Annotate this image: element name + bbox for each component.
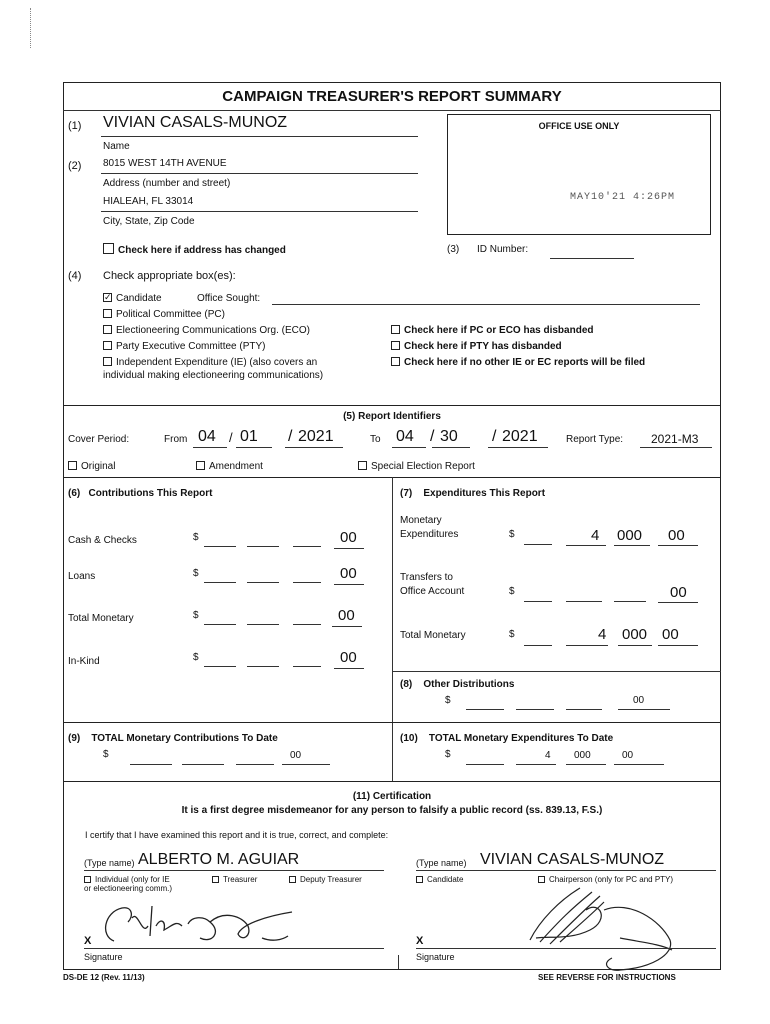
inkind-cents: 00	[340, 649, 357, 666]
no-other-reports-checkbox[interactable]	[391, 357, 645, 368]
x-mark: X	[416, 935, 424, 947]
transfers-label-2: Office Account	[400, 586, 465, 597]
checkbox-icon[interactable]	[391, 341, 400, 350]
total-units: 000	[622, 626, 648, 643]
monetary-label-1: Monetary	[400, 515, 442, 526]
instructions-note: SEE REVERSE FOR INSTRUCTIONS	[538, 973, 676, 982]
exp-total-label: Total Monetary	[400, 630, 466, 641]
amount-blank[interactable]	[466, 764, 504, 765]
chairperson-label: Chairperson (only for PC and PTY)	[549, 875, 674, 884]
cents-line	[658, 645, 698, 646]
address-line	[101, 173, 418, 174]
amount-blank[interactable]	[293, 582, 321, 583]
total-monetary-label: Total Monetary	[68, 613, 134, 624]
amount-blank[interactable]	[524, 601, 552, 602]
treasurer-name: ALBERTO M. AGUIAR	[138, 851, 300, 868]
office-sought-label: Office Sought:	[197, 293, 261, 304]
ie-checkbox[interactable]	[103, 357, 317, 368]
amount-blank[interactable]	[247, 546, 279, 547]
dollar-sign: $	[193, 532, 199, 543]
address-label: Address (number and street)	[103, 178, 231, 189]
column-divider	[392, 477, 393, 781]
pty-disbanded-label: Check here if PTY has disbanded	[404, 341, 562, 352]
signature-label: Signature	[84, 952, 123, 962]
cents-line	[334, 584, 364, 585]
x-mark: X	[84, 935, 92, 947]
checkbox-icon[interactable]	[391, 325, 400, 334]
eco-label: Electioneering Communications Org. (ECO)	[116, 325, 310, 336]
cents-line	[658, 602, 698, 603]
pc-eco-disbanded-label: Check here if PC or ECO has disbanded	[404, 325, 594, 336]
special-election-checkbox[interactable]	[358, 461, 475, 472]
cents-line	[334, 668, 364, 669]
to-month: 04	[396, 428, 414, 445]
amount-blank[interactable]	[204, 582, 236, 583]
amount-blank[interactable]	[204, 666, 236, 667]
divider	[63, 110, 721, 111]
id-number-num: (3)	[447, 244, 460, 255]
candidate-label: Candidate	[116, 293, 162, 304]
dollar-sign: $	[445, 695, 451, 706]
thousands-line	[566, 545, 606, 546]
candidate-name-line	[416, 870, 716, 871]
dollar-sign: $	[193, 568, 199, 579]
ie-label: Independent Expenditure (IE) (also covers an	[116, 357, 318, 368]
amount-blank[interactable]	[247, 624, 279, 625]
monetary-cents: 00	[668, 527, 685, 544]
form-number: DS-DE 12 (Rev. 11/13)	[63, 973, 145, 982]
cents-line	[282, 764, 330, 765]
pty-disbanded-checkbox[interactable]	[391, 341, 562, 352]
checkbox-icon[interactable]	[103, 325, 112, 334]
to-month-line	[392, 447, 426, 448]
to-year-line	[488, 447, 548, 448]
monetary-units: 000	[617, 527, 643, 544]
amendment-label: Amendment	[209, 461, 263, 472]
amount-blank[interactable]	[130, 764, 172, 765]
candidate-cert-label: Candidate	[427, 875, 464, 884]
type-name-label: (Type name)	[416, 858, 467, 868]
amount-blank[interactable]	[516, 709, 554, 710]
candidate-signature-line[interactable]	[416, 948, 716, 949]
checkbox-icon[interactable]	[358, 461, 367, 470]
office-use-title: OFFICE USE ONLY	[538, 121, 620, 131]
candidate-cert-checkbox[interactable]	[416, 875, 463, 884]
monetary-label-2: Expenditures	[400, 529, 459, 540]
units-line	[566, 764, 606, 765]
pty-label: Party Executive Committee (PTY)	[116, 341, 266, 352]
individual-label-2: or electioneering comm.)	[84, 884, 173, 893]
amount-blank[interactable]	[293, 546, 321, 547]
individual-checkbox[interactable]	[84, 875, 170, 884]
checkbox-icon[interactable]	[68, 461, 77, 470]
cents-line	[332, 626, 362, 627]
amount-blank[interactable]	[524, 544, 552, 545]
total-exp-cents: 00	[622, 750, 634, 761]
cents-line	[614, 764, 664, 765]
item-number: (4)	[68, 270, 82, 282]
check-boxes-label: Check appropriate box(es):	[103, 270, 236, 282]
contributions-heading: (6) Contributions This Report	[68, 488, 213, 499]
dollar-sign: $	[193, 652, 199, 663]
other-distributions-heading: (8) Other Distributions	[400, 679, 515, 690]
other-distributions-cents: 00	[633, 695, 645, 706]
from-month-line	[193, 447, 227, 448]
cents-line	[334, 548, 364, 549]
loans-label: Loans	[68, 571, 96, 582]
dollar-sign: $	[509, 629, 515, 640]
certification-statement: I certify that I have examined this report and it is true, correct, and complete:	[85, 830, 389, 840]
from-day: 01	[240, 428, 258, 445]
signature-stroke	[530, 888, 672, 970]
monetary-thousands: 4	[591, 527, 600, 544]
amount-blank[interactable]	[524, 645, 552, 646]
thousands-line	[516, 764, 556, 765]
to-year: 2021	[502, 428, 538, 445]
checkbox-icon[interactable]	[84, 876, 91, 883]
signature-label: Signature	[416, 952, 455, 962]
to-day-slash: /	[430, 428, 435, 445]
filer-address: 8015 WEST 14TH AVENUE	[103, 158, 227, 169]
to-label: To	[370, 434, 381, 445]
from-day-line	[236, 447, 272, 448]
divider	[63, 781, 721, 782]
from-month: 04	[198, 428, 216, 445]
certification-heading: (11) Certification	[352, 791, 432, 802]
from-year-line	[285, 447, 343, 448]
address-changed-checkbox[interactable]	[103, 243, 286, 256]
item-number: (2)	[68, 160, 82, 172]
form-title: CAMPAIGN TREASURER'S REPORT SUMMARY	[222, 88, 562, 105]
checkbox-icon[interactable]	[391, 357, 400, 366]
certification-warning: It is a first degree misdemeanor for any person to falsify a public record (ss. 839.13, F.S.)	[181, 805, 603, 816]
checkbox-icon[interactable]	[103, 341, 112, 350]
filer-city: HIALEAH, FL 33014	[103, 196, 194, 207]
treasurer-signature-line[interactable]	[84, 948, 384, 949]
id-number-field[interactable]	[550, 258, 634, 259]
total-cents: 00	[338, 607, 355, 624]
no-other-reports-label: Check here if no other IE or EC reports will be filed	[404, 357, 646, 368]
inkind-label: In-Kind	[68, 656, 100, 667]
units-line	[618, 645, 652, 646]
from-label: From	[164, 434, 188, 445]
office-use-box	[447, 114, 711, 235]
total-exp-units: 000	[574, 750, 591, 761]
deputy-checkbox[interactable]	[289, 875, 362, 884]
amount-blank[interactable]	[182, 764, 224, 765]
amendment-checkbox[interactable]	[196, 461, 263, 472]
to-day: 30	[440, 428, 458, 445]
total-contributions-heading: (9) TOTAL Monetary Contributions To Date	[68, 733, 278, 744]
type-name-label: (Type name)	[84, 858, 135, 868]
checkbox-icon[interactable]	[289, 876, 296, 883]
total-cents: 00	[662, 626, 679, 643]
total-exp-thousands: 4	[545, 750, 551, 761]
report-type-line	[640, 447, 712, 448]
scan-mark	[30, 8, 33, 48]
cover-period-label: Cover Period:	[68, 434, 130, 445]
report-identifiers-heading: (5) Report Identifiers	[343, 411, 441, 422]
checkbox-icon[interactable]	[103, 309, 112, 318]
divider	[63, 722, 721, 723]
checkbox-icon[interactable]	[103, 357, 112, 366]
column-divider	[398, 955, 399, 969]
item-number: (1)	[68, 120, 82, 132]
pc-eco-disbanded-checkbox[interactable]	[391, 325, 594, 336]
total-contributions-cents: 00	[290, 750, 302, 761]
total-thousands: 4	[598, 626, 607, 643]
filer-name: VIVIAN CASALS-MUNOZ	[103, 114, 288, 131]
cash-cents: 00	[340, 529, 357, 546]
ie-label-2: individual making electioneering communications)	[103, 370, 324, 381]
transfers-label-1: Transfers to	[400, 572, 453, 583]
checkbox-icon[interactable]	[196, 461, 205, 470]
amount-blank[interactable]	[236, 764, 274, 765]
amount-blank[interactable]	[466, 709, 504, 710]
received-stamp: MAY10'21 4:26PM	[570, 192, 676, 203]
divider	[392, 671, 721, 672]
city-label: City, State, Zip Code	[103, 216, 195, 227]
dollar-sign: $	[103, 749, 109, 760]
cash-label: Cash & Checks	[68, 535, 137, 546]
checkbox-icon[interactable]	[103, 293, 112, 302]
candidate-name: VIVIAN CASALS-MUNOZ	[480, 851, 665, 868]
amount-blank[interactable]	[614, 601, 646, 602]
city-line	[101, 211, 418, 212]
treasurer-signature	[92, 896, 332, 956]
expenditures-heading: (7) Expenditures This Report	[400, 488, 546, 499]
report-type-value: 2021-M3	[651, 432, 699, 446]
pc-label: Political Committee (PC)	[116, 309, 225, 320]
original-checkbox[interactable]	[68, 461, 115, 472]
units-line	[614, 545, 650, 546]
divider	[63, 405, 721, 406]
dollar-sign: $	[509, 529, 515, 540]
name-label: Name	[103, 141, 130, 152]
loans-cents: 00	[340, 565, 357, 582]
amount-blank[interactable]	[566, 601, 602, 602]
amount-blank[interactable]	[204, 624, 236, 625]
amount-blank[interactable]	[247, 666, 279, 667]
checkbox-icon[interactable]	[212, 876, 219, 883]
candidate-checkbox[interactable]	[103, 293, 162, 304]
pc-checkbox[interactable]	[103, 309, 225, 320]
amount-blank[interactable]	[293, 666, 321, 667]
checkbox-icon[interactable]	[103, 243, 114, 254]
dollar-sign: $	[445, 749, 451, 760]
checkbox-icon[interactable]	[416, 876, 423, 883]
dollar-sign: $	[193, 610, 199, 621]
candidate-signature	[500, 880, 700, 975]
signature-stroke	[106, 906, 292, 941]
amount-blank[interactable]	[247, 582, 279, 583]
treasurer-name-line	[84, 870, 384, 871]
to-year-slash: /	[492, 428, 497, 445]
total-expenditures-heading: (10) TOTAL Monetary Expenditures To Date	[400, 733, 614, 744]
amount-blank[interactable]	[204, 546, 236, 547]
amount-blank[interactable]	[566, 709, 602, 710]
thousands-line	[566, 645, 608, 646]
dollar-sign: $	[509, 586, 515, 597]
pty-checkbox[interactable]	[103, 341, 265, 352]
office-sought-field[interactable]	[272, 304, 700, 305]
original-label: Original	[81, 461, 116, 472]
date-slash: /	[229, 430, 233, 445]
address-changed-label: Check here if address has changed	[118, 245, 286, 256]
individual-label: Individual (only for IE	[95, 875, 170, 884]
eco-checkbox[interactable]	[103, 325, 310, 336]
name-line	[101, 136, 418, 137]
amount-blank[interactable]	[293, 624, 321, 625]
to-day-line	[432, 447, 470, 448]
cents-line	[658, 545, 698, 546]
special-election-label: Special Election Report	[371, 461, 475, 472]
from-year: 2021	[298, 428, 334, 445]
treasurer-checkbox[interactable]	[212, 875, 257, 884]
deputy-label: Deputy Treasurer	[300, 875, 362, 884]
cents-line	[618, 709, 670, 710]
treasurer-label: Treasurer	[223, 875, 258, 884]
transfers-cents: 00	[670, 584, 687, 601]
report-type-label: Report Type:	[566, 434, 624, 445]
id-number-label: ID Number:	[477, 244, 529, 255]
from-year-slash: /	[288, 428, 293, 445]
